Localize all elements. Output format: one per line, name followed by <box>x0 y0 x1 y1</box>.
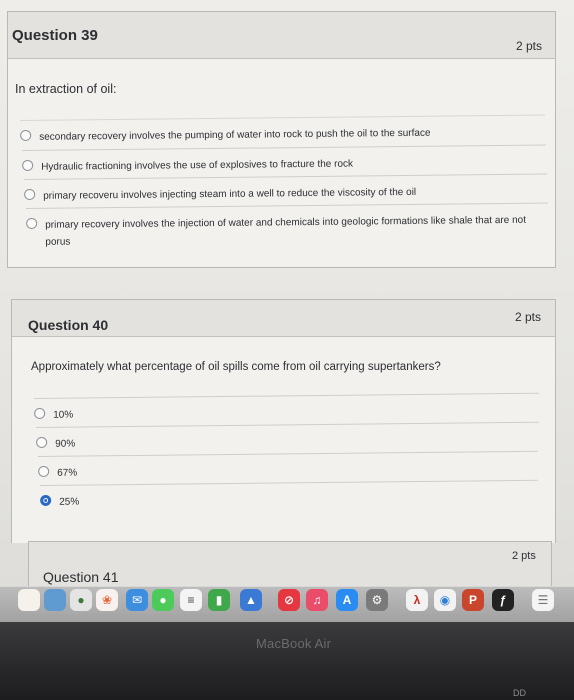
question-40-card <box>11 299 556 543</box>
chrome-icon[interactable]: ◉ <box>434 589 456 611</box>
answer-label: primary recovery involves the injection of water and chemicals into geologic formations like shale that are not porus <box>45 214 527 248</box>
question-39-points: 2 pts <box>516 39 543 53</box>
question-40-answer-4[interactable] <box>40 480 538 514</box>
app-store-icon[interactable]: A <box>336 589 358 611</box>
document-icon[interactable]: ☰ <box>532 589 554 611</box>
question-40-text: Approximately what percentage of oil spills come from oil carrying supertankers? <box>31 361 441 373</box>
photos-flower-icon[interactable]: ❀ <box>96 589 118 611</box>
laptop-brand-label: MacBook Air <box>256 636 332 651</box>
powerpoint-icon[interactable]: P <box>462 589 484 611</box>
numbers-icon[interactable]: ▮ <box>208 589 230 611</box>
radio-button[interactable] <box>26 218 37 229</box>
question-39-header <box>8 12 555 59</box>
question-39-text: In extraction of oil: <box>15 82 117 96</box>
question-39-card <box>7 11 556 268</box>
messages-icon[interactable]: ● <box>152 589 174 611</box>
answer-label: Hydraulic fractioning involves the use of explosives to fracture the rock <box>41 158 354 173</box>
corner-glyph: DD <box>513 688 526 698</box>
question-39-title: Question 39 <box>12 27 98 44</box>
radio-button[interactable] <box>22 160 33 171</box>
music-icon[interactable]: ♫ <box>306 589 328 611</box>
question-41-points: 2 pts <box>512 550 536 562</box>
acrobat-icon[interactable]: λ <box>406 589 428 611</box>
macos-dock <box>0 586 574 627</box>
system-preferences-icon[interactable]: ⚙ <box>366 589 388 611</box>
question-39-answer-4[interactable] <box>26 203 548 258</box>
radio-button[interactable] <box>34 408 45 419</box>
photos-icon[interactable] <box>44 589 66 611</box>
answer-label: primary recoveru involves injecting steam into a well to reduce the viscosity of the oil <box>43 186 417 202</box>
laptop-bezel <box>0 622 574 700</box>
reminders-icon[interactable]: ≡ <box>180 589 202 611</box>
answer-label: 10% <box>53 409 74 421</box>
question-41-title: Question 41 <box>43 569 119 585</box>
block-icon[interactable]: ⊘ <box>278 589 300 611</box>
question-40-header <box>12 300 555 337</box>
answer-label: 25% <box>59 496 80 508</box>
radio-button[interactable] <box>20 130 31 141</box>
keynote-icon[interactable]: ▲ <box>240 589 262 611</box>
question-41-card <box>28 541 552 589</box>
question-40-title: Question 40 <box>28 317 109 333</box>
radio-button[interactable] <box>36 437 47 448</box>
app-icon[interactable]: ƒ <box>492 589 514 611</box>
facetime-icon[interactable]: ● <box>70 589 92 611</box>
calendar-icon[interactable] <box>18 589 40 611</box>
answer-label: 90% <box>55 438 76 450</box>
radio-button-selected[interactable] <box>40 495 51 506</box>
answer-label: 67% <box>57 467 78 479</box>
mail-icon[interactable]: ✉ <box>126 589 148 611</box>
question-40-points: 2 pts <box>515 310 542 324</box>
radio-button[interactable] <box>38 466 49 477</box>
answer-label: secondary recovery involves the pumping of water into rock to push the oil to the surface <box>39 127 431 143</box>
radio-button[interactable] <box>24 189 35 200</box>
